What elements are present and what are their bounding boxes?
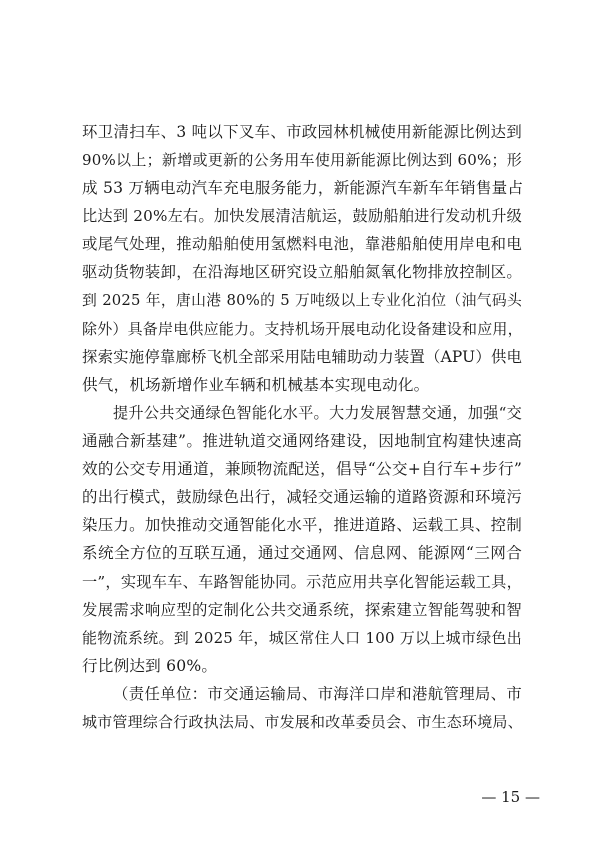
text-line: 比达到 20%左右。加快发展清洁航运，鼓励船舶进行发动机升级 [82,207,522,226]
text-line: 探索实施停靠廊桥飞机全部采用陆电辅助动力装置（APU）供电 [82,347,523,366]
text-line: （责任单位：市交通运输局、市海洋口岸和港航管理局、市 [113,684,522,703]
text-line: 提升公共交通绿色智能化水平。大力发展智慧交通，加强“交 [113,403,522,422]
text-line: 能物流系统。到 2025 年，城区常住人口 100 万以上城市绿色出 [82,628,522,647]
text-line: 到 2025 年，唐山港 80%的 5 万吨级以上专业化泊位（油气码头 [82,291,522,309]
page-number: — 15 — [481,788,540,806]
text-line: 发展需求响应型的定制化公共交通系统，探索建立智能驾驶和智 [82,600,522,619]
text-line: 效的公交专用通道，兼顾物流配送，倡导“公交+自行车+步行” [82,460,522,479]
text-line: 染压力。加快推动交通智能化水平，推进道路、运载工具、控制 [82,516,522,535]
text-line: 成 53 万辆电动汽车充电服务能力，新能源汽车新车年销售量占 [82,179,524,198]
text-line: 系统全方位的互联互通，通过交通网、信息网、能源网“三网合 [82,544,522,563]
text-line: 驱动货物装卸，在沿海地区研究设立船舶氮氧化物排放控制区。 [82,263,522,282]
text-line: 环卫清扫车、3 吨以下叉车、市政园林机械使用新能源比例达到 [82,123,522,141]
text-line: 或尾气处理，推动船舶使用氢燃料电池，靠港船舶使用岸电和电 [82,235,522,254]
text-line: 城市管理综合行政执法局、市发展和改革委员会、市生态环境局、 [82,712,523,731]
text-line: 行比例达到 60%。 [82,656,218,675]
text-line: 一”，实现车车、车路智能协同。示范应用共享化智能运载工具， [82,572,522,591]
text-line: 供气，机场新增作业车辆和机械基本实现电动化。 [82,375,430,394]
text-line: 通融合新基建”。推进轨道交通网络建设，因地制宜构建快速高 [82,432,522,451]
text-line: 90%以上；新增或更新的公务用车使用新能源比例达到 60%；形 [82,151,522,170]
text-line: 除外）具备岸电供应能力。支持机场开展电动化设备建设和应用， [82,319,523,338]
body-text [82,118,522,736]
text-line: 的出行模式，鼓励绿色出行，减轻交通运输的道路资源和环境污 [82,488,522,507]
